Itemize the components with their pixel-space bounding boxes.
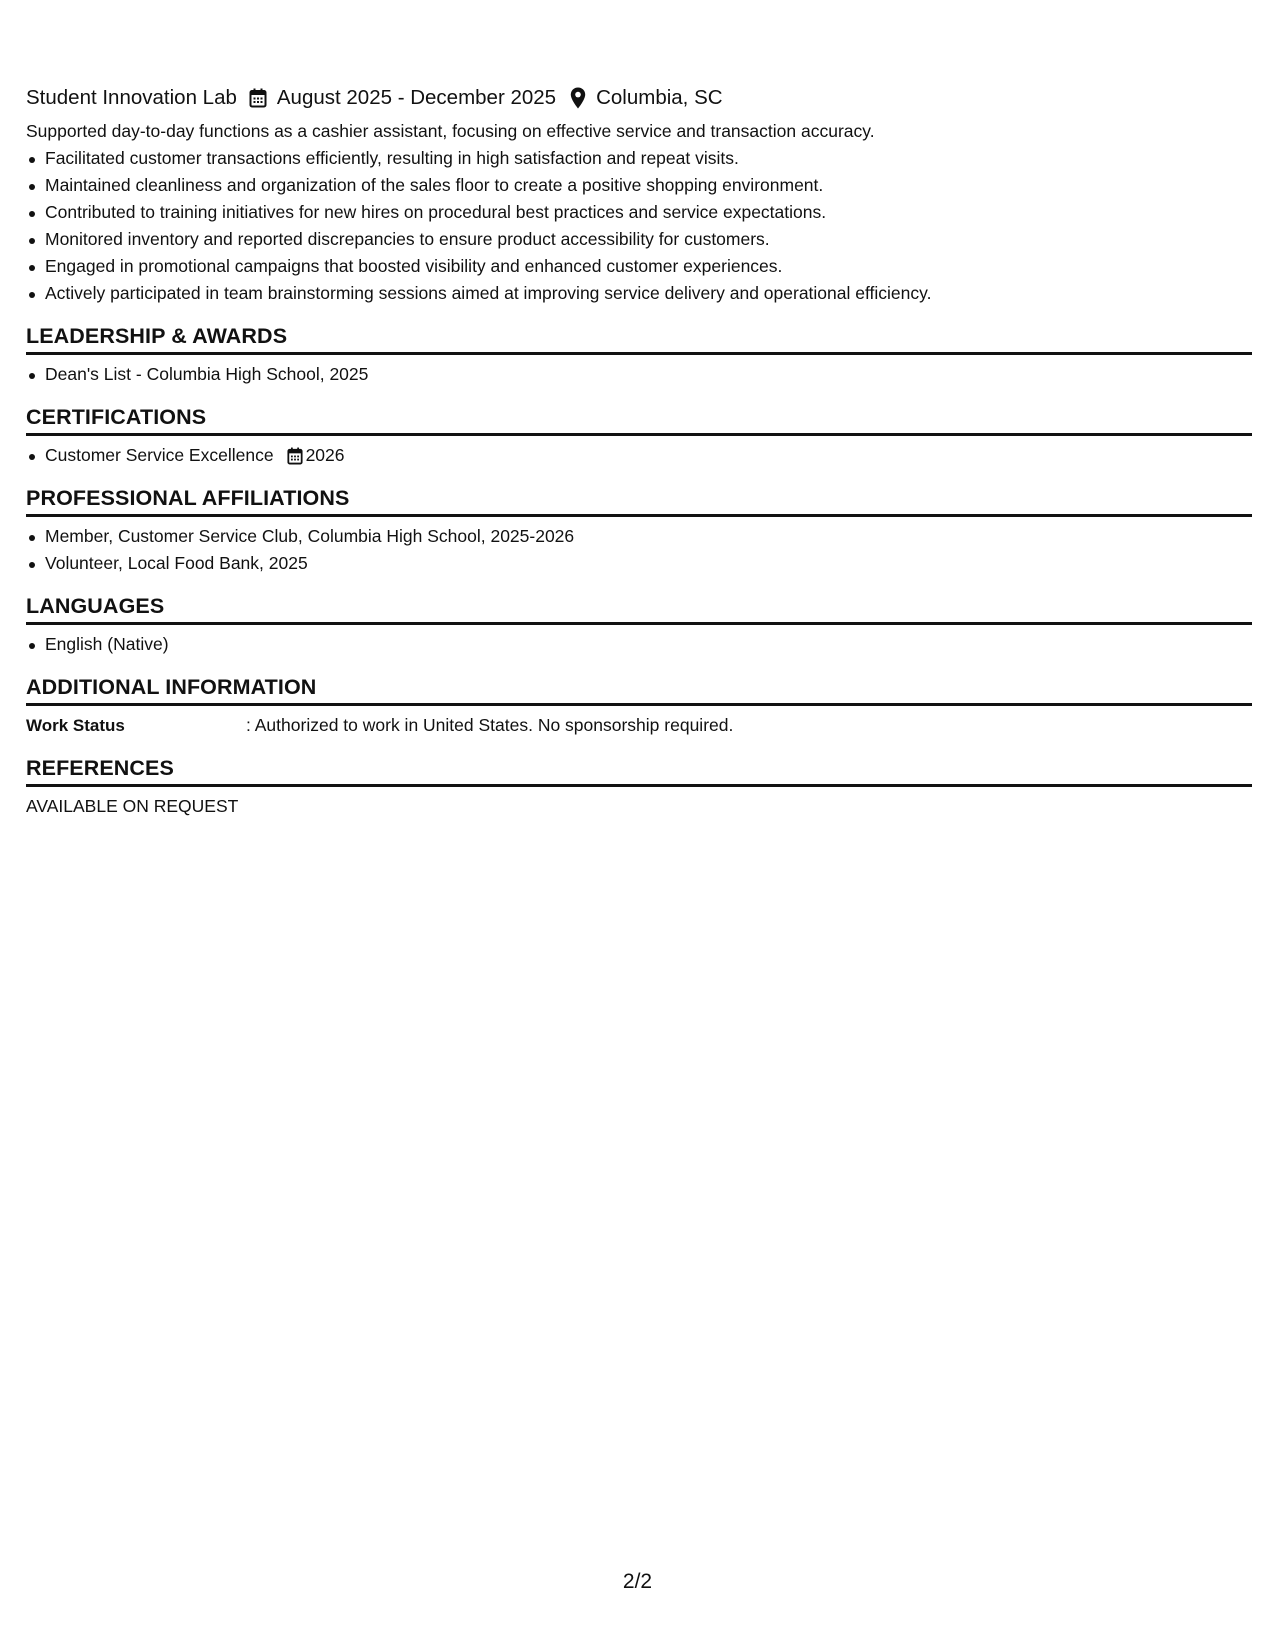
list-item: Volunteer, Local Food Bank, 2025 [26,550,1252,577]
job-dates: August 2025 - December 2025 [276,86,557,109]
list-item: Maintained cleanliness and organization of the sales floor to create a positive shopping environment. [26,172,1252,199]
section-title: LANGUAGES [26,591,1252,625]
work-status-row [26,712,1252,739]
page-number: 2/2 [622,1570,653,1593]
section-title: REFERENCES [26,753,1252,787]
job-summary: Supported day-to-day functions as a cashier assistant, focusing on effective service and transaction accuracy. [26,121,875,141]
section-title: ADDITIONAL INFORMATION [26,672,1252,706]
list-item [26,442,1252,469]
list-item: English (Native) [26,631,1252,658]
certifications-list [26,442,1252,469]
additional-info-section [26,672,1252,739]
list-item: Engaged in promotional campaigns that boosted visibility and enhanced customer experiences. [26,253,1252,280]
certifications-section [26,402,1252,469]
section-title: CERTIFICATIONS [26,402,1252,436]
list-item: Contributed to training initiatives for new hires on procedural best practices and service expectations. [26,199,1252,226]
list-item: Member, Customer Service Club, Columbia High School, 2025-2026 [26,523,1252,550]
affiliations-section [26,483,1252,577]
calendar-icon [249,88,267,108]
job-location: Columbia, SC [596,86,723,109]
list-item: Actively participated in team brainstorming sessions aimed at improving service delivery and operational efficiency. [26,280,1252,307]
calendar-icon [287,447,303,465]
map-pin-icon [570,87,586,109]
list-item: Dean's List - Columbia High School, 2025 [26,361,1252,388]
job-header [26,80,1252,116]
job-bullets [26,145,1252,307]
languages-list [26,631,1252,658]
list-item: Facilitated customer transactions efficiently, resulting in high satisfaction and repeat visits. [26,145,1252,172]
languages-section [26,591,1252,658]
resume-page [26,80,1252,820]
job-organization: Student Innovation Lab [26,86,237,109]
affiliations-list [26,523,1252,577]
references-section [26,753,1252,820]
work-status-value: : Authorized to work in United States. No sponsorship required. [246,715,734,735]
list-item: Monitored inventory and reported discrepancies to ensure product accessibility for customers. [26,226,1252,253]
section-title: LEADERSHIP & AWARDS [26,321,1252,355]
certification-year: 2026 [305,445,345,465]
work-status-label: Work Status [26,716,125,735]
section-title: PROFESSIONAL AFFILIATIONS [26,483,1252,517]
leadership-list [26,361,1252,388]
certification-name: Customer Service Excellence [45,445,274,465]
references-text: AVAILABLE ON REQUEST [26,796,239,816]
leadership-section [26,321,1252,388]
